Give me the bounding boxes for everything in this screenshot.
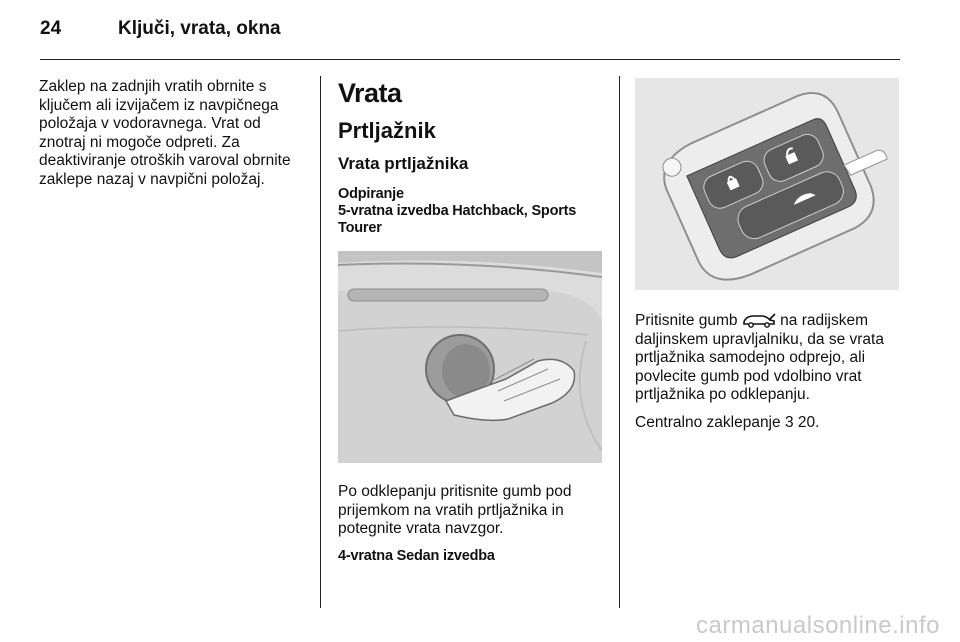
heading-sedan-variant: 4-vratna Sedan izvedba	[338, 547, 495, 564]
heading-trunk: Prtljažnik	[338, 118, 436, 143]
watermark: carmanualsonline.info	[696, 612, 940, 639]
heading-doors: Vrata	[338, 78, 402, 108]
column-right	[635, 78, 905, 432]
reference-text: Centralno zaklepanje	[635, 413, 781, 431]
reference-page-link[interactable]: 20.	[797, 413, 820, 431]
page-number: 24	[40, 18, 62, 39]
column-divider-left	[320, 76, 321, 608]
column-left	[39, 78, 309, 189]
tailgate-handle-illustration	[338, 251, 602, 463]
instruction-text-after: na radijskem daljinskem upravljalniku, da se vrata prtljažnika samodejno odprejo, ali povlecite gumb pod vdolbino vrat prtljažnika po odklepanju.	[635, 312, 884, 403]
remote-key-illustration	[635, 78, 899, 290]
heading-hatchback-variant: 5-vratna izvedba Hatchback, Sports Tourer	[338, 203, 577, 236]
header-rule	[40, 59, 900, 60]
trunk-car-icon	[742, 312, 776, 328]
column-middle	[338, 78, 606, 565]
heading-opening: Odpiranje	[338, 186, 404, 202]
instruction-text-before: Pritisnite gumb	[635, 312, 738, 329]
child-lock-paragraph: Zaklep na zadnjih vratih obrnite s ključem ali izvijačem iz navpičnega položaja v vodoravnega. Vrat od znotraj ni mogoče odpreti. Za deaktiviranje otroških varoval obrnite zaklepe nazaj v navpični položaj.	[39, 78, 291, 188]
heading-tailgate: Vrata prtljažnika	[338, 154, 469, 173]
column-divider-right	[619, 76, 620, 608]
reference-arrow-icon: 3	[784, 413, 794, 431]
page-title: Ključi, vrata, okna	[118, 18, 281, 39]
central-locking-reference	[635, 414, 905, 433]
remote-instruction-paragraph	[635, 312, 905, 405]
tailgate-caption: Po odklepanju pritisnite gumb pod prijemkom na vratih prtljažnika in potegnite vrata navzgor.	[338, 483, 572, 537]
